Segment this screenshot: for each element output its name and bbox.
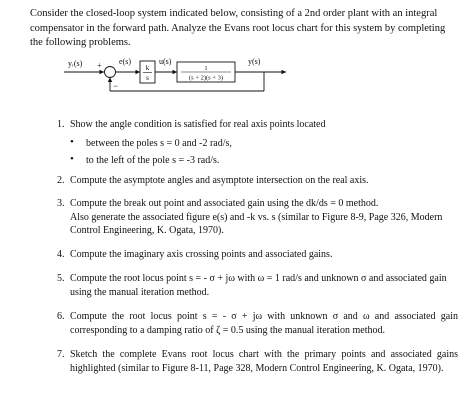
plus-sign: + xyxy=(97,61,102,70)
plant-numerator: 1 xyxy=(204,65,208,72)
error-label: e(s) xyxy=(119,57,131,66)
problem-item xyxy=(0,174,474,188)
problem-text: Show the angle condition is satisfied for real axis points located xyxy=(70,119,326,130)
problem-text: Compute the imaginary axis crossing points and associated gains. xyxy=(70,248,333,260)
problem-text: Compute the root locus point s = - σ + jω with unknown σ and ω and associated gain corresponding to a damping ratio of ζ = 0.5 using the manual iteration method. xyxy=(70,311,458,336)
problem-number: 2. xyxy=(57,174,65,186)
intro-paragraph: Consider the closed-loop system indicated below, consisting of a 2nd order plant with an integral compensator in the forward path. Analyze the Evans root locus chart for this system by completing the following problems. xyxy=(30,8,446,48)
bullet-list xyxy=(70,137,458,168)
problem-item xyxy=(0,118,474,168)
problem-number: 3. xyxy=(57,198,65,209)
problem-item xyxy=(0,310,474,337)
controller-numerator: k xyxy=(145,64,150,72)
problem-text-continued: Also generate the associated figure e(s) and -k vs. s (similar to Figure 8-9, Page 326, Modern Control Engineering, K. Ogata, 1970). xyxy=(70,211,443,236)
bullet-item: • to the left of the pole s = -3 rad/s. xyxy=(70,154,458,168)
problem-number: 7. xyxy=(57,349,65,360)
output-label: y(s) xyxy=(248,57,261,66)
problem-number: 1. xyxy=(57,119,65,130)
problem-list xyxy=(0,118,474,375)
plant-block xyxy=(177,62,235,82)
problem-text: Compute the root locus point s = - σ + jω with ω = 1 rad/s and unknown σ and associated gain using the manual iteration method. xyxy=(70,273,447,298)
control-label: u(s) xyxy=(159,57,172,66)
problem-item xyxy=(0,348,474,375)
reference-label: yᵣ(s) xyxy=(68,59,83,68)
integral-controller-block xyxy=(140,61,155,83)
problem-item xyxy=(0,197,474,238)
controller-denominator: s xyxy=(146,74,149,82)
minus-sign: − xyxy=(113,81,119,91)
problem-number: 6. xyxy=(57,311,65,322)
problem-text: Compute the break out point and associated gain using the dk/ds = 0 method. xyxy=(70,198,379,209)
problem-number: 4. xyxy=(57,248,65,260)
summing-junction xyxy=(105,67,116,78)
bullet-item: • between the poles s = 0 and -2 rad/s, xyxy=(70,137,458,151)
plant-denominator: (s + 2)(s + 3) xyxy=(188,74,224,82)
block-diagram xyxy=(0,0,474,110)
problem-number: 5. xyxy=(57,273,65,284)
problem-text: Sketch the complete Evans root locus chart with the primary points and associated gains highlighted (similar to Figure 8-11, Page 328, Modern Control Engineering, K. Ogata, 1970). xyxy=(70,349,458,374)
problem-text: Compute the asymptote angles and asymptote intersection on the real axis. xyxy=(70,174,369,186)
problem-item xyxy=(0,272,474,299)
problem-item xyxy=(0,248,474,262)
